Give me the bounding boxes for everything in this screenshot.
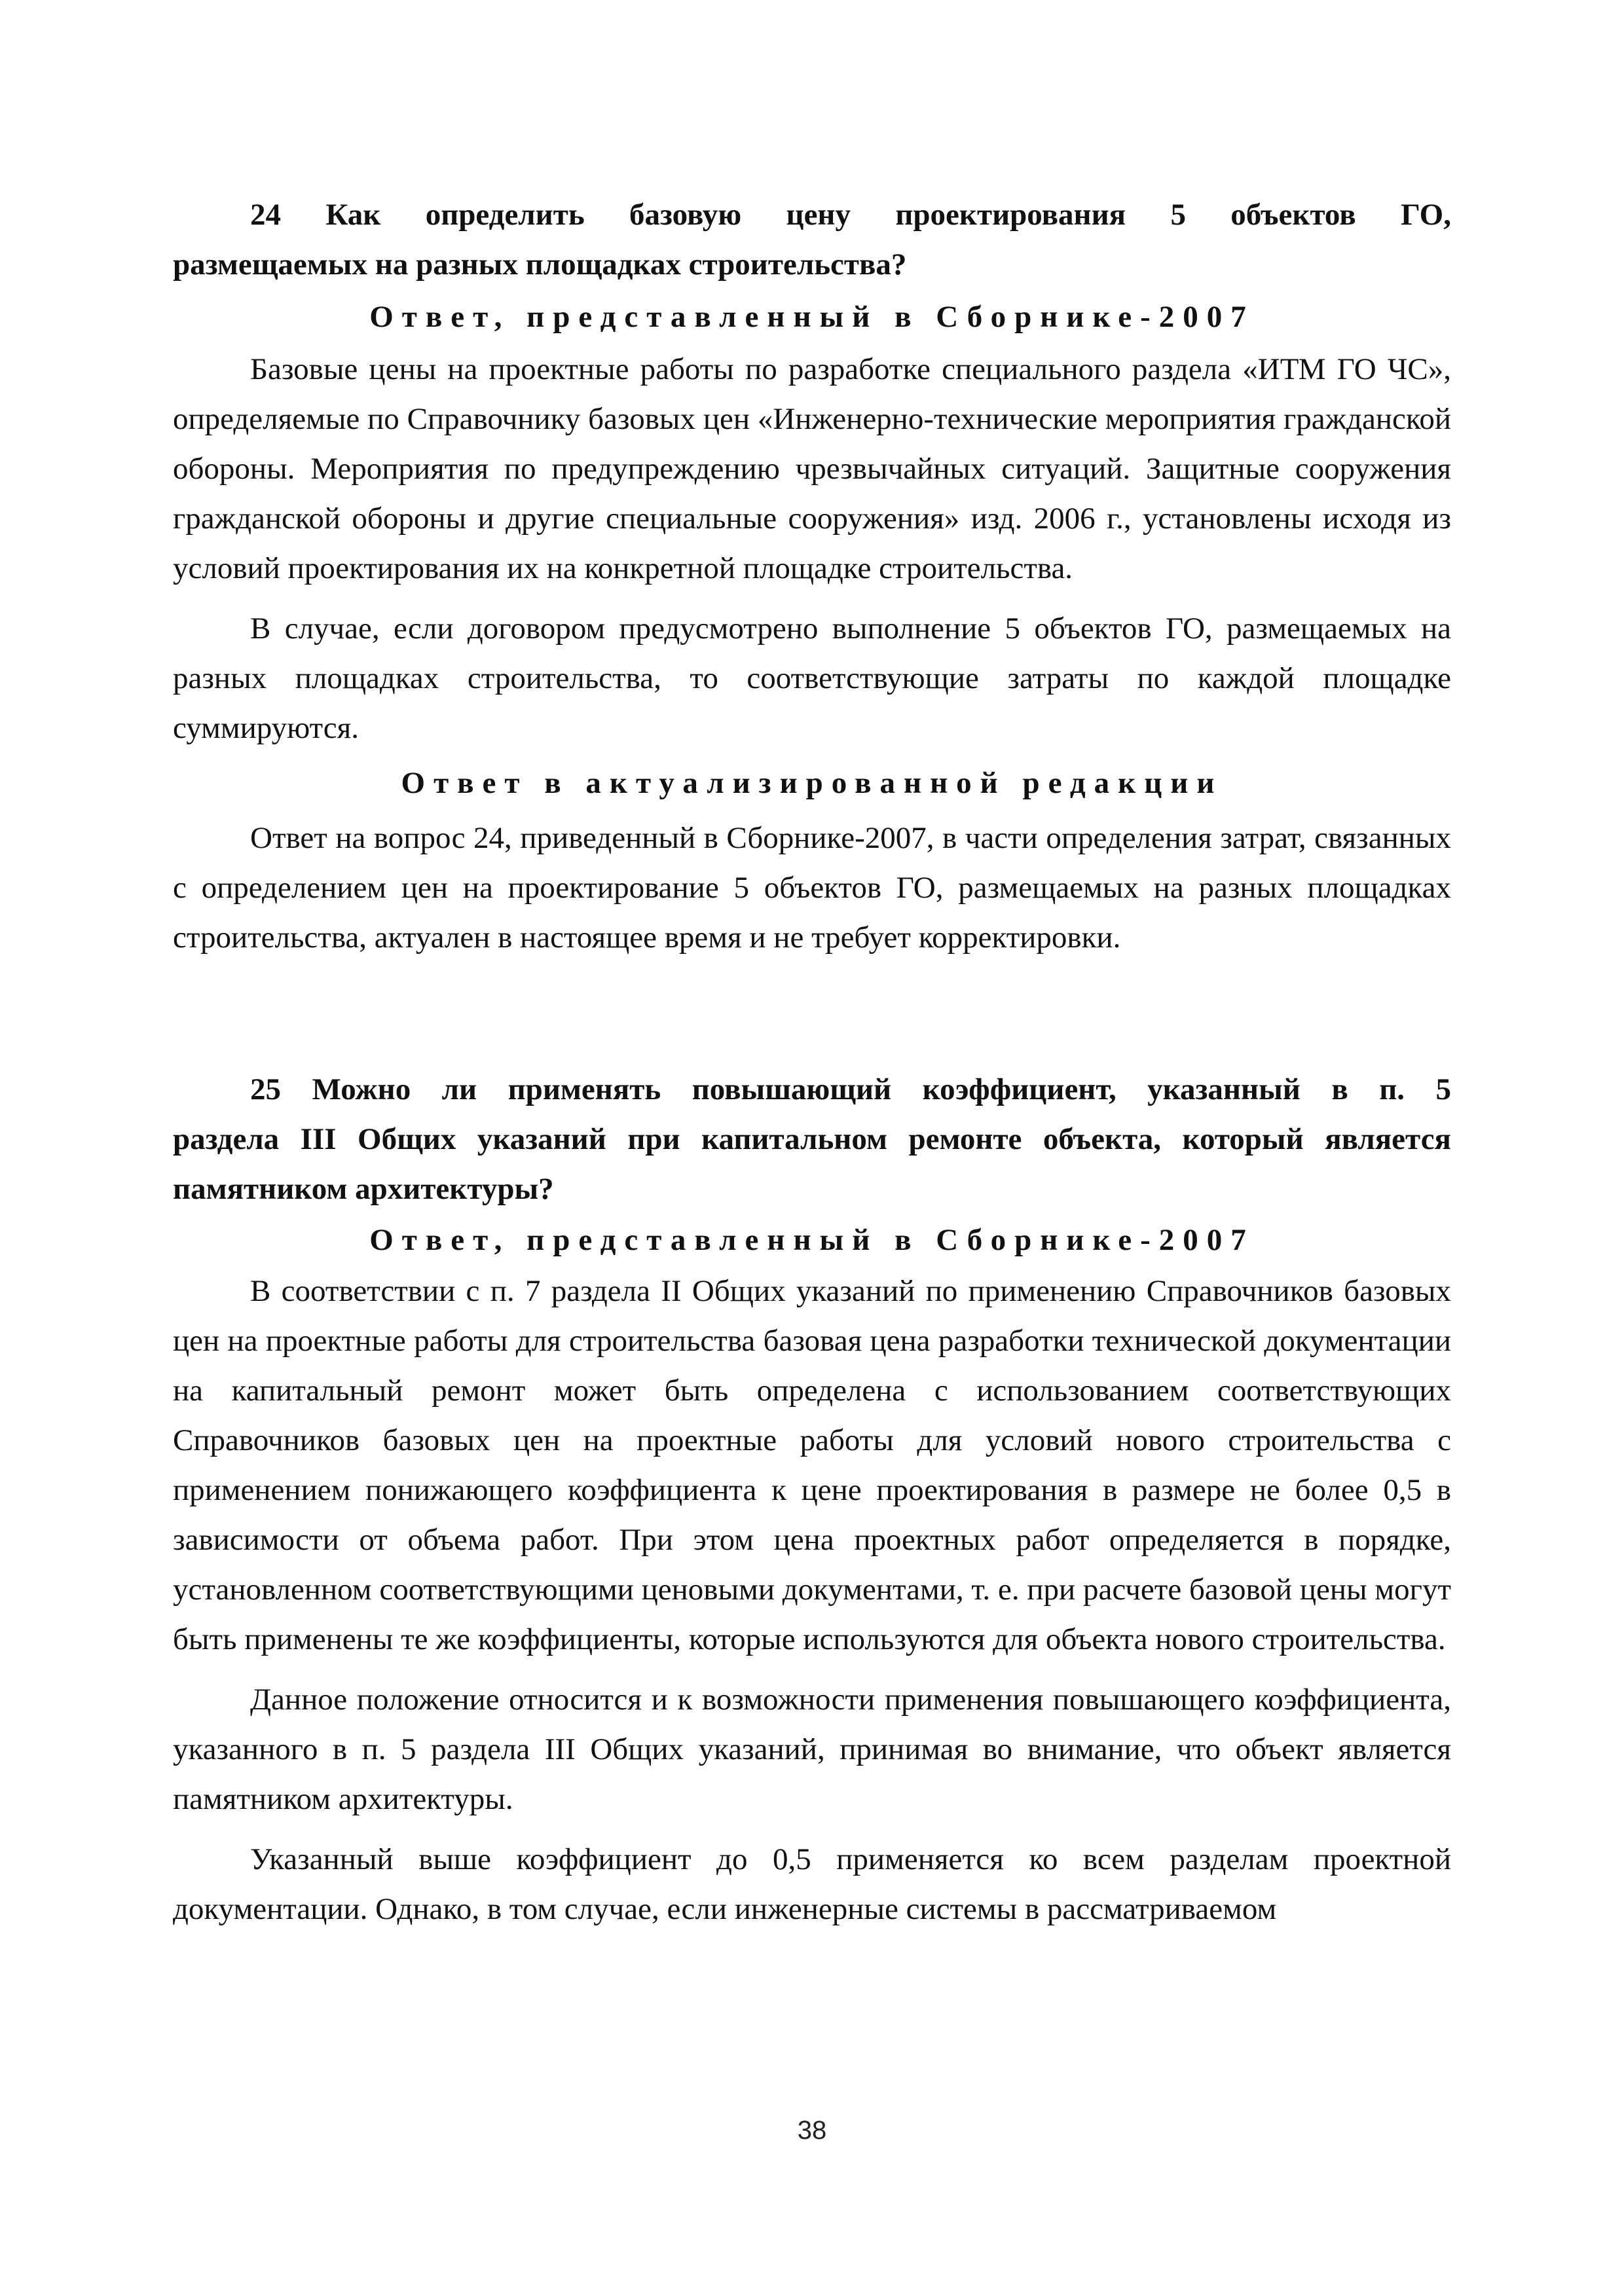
answer-actual-q24-para1: Ответ на вопрос 24, приведенный в Сборнике-2007, в части определения затрат, связанных с определением цен на проектирование 5 объектов ГО, размещаемых на разных площадках строительства, актуален в настоящее время и не требует корректировки.: [173, 821, 1451, 955]
heading-answer-actual-q24: Ответ в актуализированной редакции: [401, 766, 1223, 800]
question-25-title: [173, 1065, 1451, 1214]
page-content: [173, 190, 1451, 1934]
answer-2007-q24-para1: Базовые цены на проектные работы по разработке специального раздела «ИТМ ГО ЧС», определяемые по Справочнику базовых цен «Инженерно-технические мероприятия гражданской обороны. Мероприятия по предупреждению чрезвычайных ситуаций. Защитные сооружения гражданской обороны и другие специальные сооружения» изд. 2006 г., установлены исходя из условий проектирования их на конкретной площадке строительства.: [173, 352, 1451, 585]
page-number: 38: [797, 2116, 827, 2145]
heading-answer-2007-q25: Ответ, представленный в Сборнике-2007: [369, 1223, 1255, 1257]
answer-2007-q25-para3: Указанный выше коэффициент до 0,5 применяется ко всем разделам проектной документации. Однако, в том случае, если инженерные системы в рассматриваемом: [173, 1842, 1451, 1926]
question-24-line1: 24 Как определить базовую цену проектирования 5 объектов ГО,: [250, 198, 1451, 232]
answer-2007-q25-para2: Данное положение относится и к возможности применения повышающего коэффициента, указанного в п. 5 раздела III Общих указаний, принимая во внимание, что объект является памятником архитектуры.: [173, 1683, 1451, 1816]
question-24-block: [173, 190, 1451, 962]
question-25-block: [173, 1065, 1451, 1934]
heading-answer-2007-q24: Ответ, представленный в Сборнике-2007: [369, 300, 1255, 334]
question-24-rest: размещаемых на разных площадках строительства?: [173, 247, 907, 282]
answer-2007-q24-para2: В случае, если договором предусмотрено выполнение 5 объектов ГО, размещаемых на разных площадках строительства, то соответствующие затраты по каждой площадке суммируются.: [173, 611, 1451, 745]
question-24-title: [173, 190, 1451, 289]
question-25-rest: раздела III Общих указаний при капитальном ремонте объекта, который является памятником архитектуры?: [173, 1122, 1451, 1206]
answer-2007-q25-para1: В соответствии с п. 7 раздела II Общих указаний по применению Справочников базовых цен на проектные работы для строительства базовая цена разработки технической документации на капитальный ремонт может быть определена с использованием соответствующих Справочников базовых цен на проектные работы для условий нового строительства с применением понижающего коэффициента к цене проектирования в размере не более 0,5 в зависимости от объема работ. При этом цена проектных работ определяется в порядке, установленном соответствующими ценовыми документами, т. е. при расчете базовой цены могут быть применены те же коэффициенты, которые используются для объекта нового строительства.: [173, 1274, 1451, 1656]
question-25-line1: 25 Можно ли применять повышающий коэффициент, указанный в п. 5: [250, 1072, 1451, 1106]
